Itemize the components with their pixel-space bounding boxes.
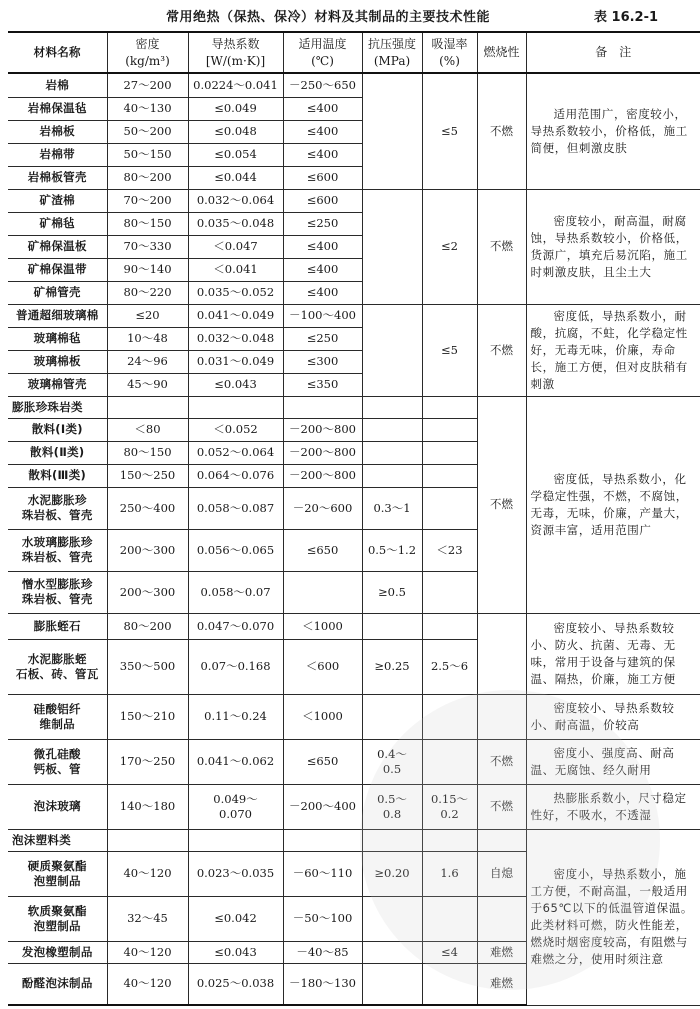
temperature: －40～85 <box>283 941 362 963</box>
density: 70～330 <box>107 235 188 258</box>
strength <box>362 464 422 487</box>
empty-cell <box>283 829 362 851</box>
strength <box>362 694 422 739</box>
table-row <box>8 304 700 327</box>
temperature: －200～800 <box>283 418 362 441</box>
density: 10～48 <box>107 327 188 350</box>
temperature: ＜600 <box>283 639 362 694</box>
density: 40～120 <box>107 851 188 896</box>
material-name: 憎水型膨胀珍 珠岩板、管壳 <box>8 571 107 613</box>
combustibility <box>477 694 526 739</box>
temperature: ≤400 <box>283 97 362 120</box>
strength <box>362 613 422 639</box>
moisture: ≤5 <box>422 304 477 396</box>
combustibility: 自熄 <box>477 851 526 896</box>
material-name: 水泥膨胀珍 珠岩板、管壳 <box>8 487 107 529</box>
col-header-notes: 备 注 <box>526 32 700 73</box>
empty-cell <box>422 396 477 418</box>
material-name: 硬质聚氨酯 泡塑制品 <box>8 851 107 896</box>
temperature: ≤650 <box>283 529 362 571</box>
temperature: －200～800 <box>283 441 362 464</box>
category-row <box>8 829 700 851</box>
strength <box>362 73 422 189</box>
density: 90～140 <box>107 258 188 281</box>
notes: 密度较小，耐高温，耐腐蚀，导热系数较小，价格低，货源广，填充后易沉陷，施工时刺激皮肤，且尘土大 <box>526 189 700 304</box>
density: 80～220 <box>107 281 188 304</box>
moisture: ≤5 <box>422 73 477 189</box>
strength: ≥0.20 <box>362 851 422 896</box>
insulation-materials-table <box>8 31 700 1006</box>
category-name: 膨胀珍珠岩类 <box>8 396 107 418</box>
combustibility: 不燃 <box>477 784 526 829</box>
combustibility: 不燃 <box>477 73 526 189</box>
empty-cell <box>283 396 362 418</box>
conductivity: ≤0.042 <box>188 896 283 941</box>
empty-cell <box>362 829 422 851</box>
material-name: 矿棉保温带 <box>8 258 107 281</box>
strength <box>362 418 422 441</box>
material-name: 软质聚氨酯 泡塑制品 <box>8 896 107 941</box>
temperature: －60～110 <box>283 851 362 896</box>
moisture: ≤2 <box>422 189 477 304</box>
temperature: －100～400 <box>283 304 362 327</box>
col-header-moisture: 吸湿率 (%) <box>422 32 477 73</box>
combustibility <box>477 613 526 694</box>
conductivity: 0.035～0.048 <box>188 212 283 235</box>
temperature: ≤600 <box>283 189 362 212</box>
temperature: －200～800 <box>283 464 362 487</box>
density: 250～400 <box>107 487 188 529</box>
material-name: 泡沫玻璃 <box>8 784 107 829</box>
conductivity: 0.11～0.24 <box>188 694 283 739</box>
conductivity: 0.047～0.070 <box>188 613 283 639</box>
temperature: －200～400 <box>283 784 362 829</box>
conductivity: 0.025～0.038 <box>188 963 283 1005</box>
col-header-name: 材料名称 <box>8 32 107 73</box>
combustibility: 难燃 <box>477 963 526 1005</box>
material-name: 矿棉保温板 <box>8 235 107 258</box>
combustibility <box>477 896 526 941</box>
material-name: 岩棉 <box>8 73 107 97</box>
material-name: 散料(Ⅰ类) <box>8 418 107 441</box>
density: 40～130 <box>107 97 188 120</box>
temperature: ＜1000 <box>283 613 362 639</box>
notes: 密度小、强度高、耐高温、无腐蚀、经久耐用 <box>526 739 700 784</box>
temperature: ≤400 <box>283 258 362 281</box>
moisture <box>422 896 477 941</box>
conductivity: 0.064～0.076 <box>188 464 283 487</box>
conductivity: ≤0.043 <box>188 941 283 963</box>
empty-cell <box>188 396 283 418</box>
conductivity: 0.07～0.168 <box>188 639 283 694</box>
col-header-combustibility: 燃烧性 <box>477 32 526 73</box>
material-name: 岩棉板 <box>8 120 107 143</box>
notes: 密度较小、导热系数较小、耐高温，价较高 <box>526 694 700 739</box>
material-name: 玻璃棉毡 <box>8 327 107 350</box>
empty-cell <box>362 396 422 418</box>
density: ＜80 <box>107 418 188 441</box>
material-name: 散料(Ⅲ类) <box>8 464 107 487</box>
density: 80～150 <box>107 441 188 464</box>
table-row <box>8 613 700 639</box>
temperature: ≤250 <box>283 212 362 235</box>
density: 200～300 <box>107 529 188 571</box>
material-name: 玻璃棉管壳 <box>8 373 107 396</box>
combustibility: 不燃 <box>477 189 526 304</box>
material-name: 水泥膨胀蛭 石板、砖、管瓦 <box>8 639 107 694</box>
material-name: 散料(Ⅱ类) <box>8 441 107 464</box>
conductivity: 0.023～0.035 <box>188 851 283 896</box>
notes: 密度较小、导热系数较小、防火、抗菌、无毒、无味，常用于设备与建筑的保温、隔热，价廉，施工方便 <box>526 613 700 694</box>
table-row <box>8 784 700 829</box>
strength <box>362 963 422 1005</box>
temperature: ≤400 <box>283 235 362 258</box>
temperature: ≤400 <box>283 281 362 304</box>
conductivity: 0.058～0.087 <box>188 487 283 529</box>
table-row <box>8 189 700 212</box>
col-header-density: 密度 (kg/m³) <box>107 32 188 73</box>
conductivity: ≤0.043 <box>188 373 283 396</box>
moisture <box>422 739 477 784</box>
material-name: 矿棉毡 <box>8 212 107 235</box>
conductivity: 0.058～0.07 <box>188 571 283 613</box>
material-name: 岩棉带 <box>8 143 107 166</box>
density: 200～300 <box>107 571 188 613</box>
header-row <box>8 32 700 73</box>
empty-cell <box>422 829 477 851</box>
conductivity: ＜0.047 <box>188 235 283 258</box>
material-name: 普通超细玻璃棉 <box>8 304 107 327</box>
moisture <box>422 441 477 464</box>
moisture <box>422 613 477 639</box>
conductivity: ≤0.044 <box>188 166 283 189</box>
moisture <box>422 464 477 487</box>
title-bar <box>0 6 700 28</box>
conductivity: 0.052～0.064 <box>188 441 283 464</box>
conductivity: 0.035～0.052 <box>188 281 283 304</box>
conductivity: 0.041～0.049 <box>188 304 283 327</box>
category-name: 泡沫塑料类 <box>8 829 107 851</box>
strength <box>362 189 422 304</box>
notes: 适用范围广，密度较小，导热系数较小，价格低，施工简便，但刺激皮肤 <box>526 73 700 189</box>
conductivity: ＜0.052 <box>188 418 283 441</box>
material-name: 矿渣棉 <box>8 189 107 212</box>
combustibility: 不燃 <box>477 739 526 784</box>
density: 150～250 <box>107 464 188 487</box>
moisture <box>422 418 477 441</box>
strength: 0.3～1 <box>362 487 422 529</box>
material-name: 膨胀蛭石 <box>8 613 107 639</box>
density: 40～120 <box>107 941 188 963</box>
conductivity: ≤0.048 <box>188 120 283 143</box>
table-row <box>8 739 700 784</box>
strength <box>362 441 422 464</box>
empty-cell <box>107 396 188 418</box>
col-header-conductivity: 导热系数 [W/(m·K)] <box>188 32 283 73</box>
moisture: 1.6 <box>422 851 477 896</box>
temperature: ≤400 <box>283 143 362 166</box>
temperature: ＜1000 <box>283 694 362 739</box>
conductivity: ＜0.041 <box>188 258 283 281</box>
temperature: －180～130 <box>283 963 362 1005</box>
category-row <box>8 396 700 418</box>
material-name: 矿棉管壳 <box>8 281 107 304</box>
strength: 0.4～ 0.5 <box>362 739 422 784</box>
density: 50～200 <box>107 120 188 143</box>
empty-cell <box>107 829 188 851</box>
temperature: ≤650 <box>283 739 362 784</box>
strength: ≥0.5 <box>362 571 422 613</box>
density: 40～120 <box>107 963 188 1005</box>
moisture: ≤4 <box>422 941 477 963</box>
empty-cell <box>188 829 283 851</box>
table-row <box>8 73 700 97</box>
density: 27～200 <box>107 73 188 97</box>
table-number: 表 16.2-1 <box>594 10 659 25</box>
combustibility: 不燃 <box>477 304 526 396</box>
moisture <box>422 694 477 739</box>
temperature: ≤600 <box>283 166 362 189</box>
strength <box>362 896 422 941</box>
density: ≤20 <box>107 304 188 327</box>
moisture <box>422 487 477 529</box>
density: 170～250 <box>107 739 188 784</box>
conductivity: 0.031～0.049 <box>188 350 283 373</box>
density: 45～90 <box>107 373 188 396</box>
moisture <box>422 963 477 1005</box>
strength: 0.5～ 0.8 <box>362 784 422 829</box>
temperature: ≤250 <box>283 327 362 350</box>
conductivity: ≤0.049 <box>188 97 283 120</box>
moisture <box>422 571 477 613</box>
temperature: ≤400 <box>283 120 362 143</box>
material-name: 酚醛泡沫制品 <box>8 963 107 1005</box>
empty-cell <box>477 829 526 851</box>
density: 32～45 <box>107 896 188 941</box>
material-name: 岩棉板管壳 <box>8 166 107 189</box>
temperature: ≤350 <box>283 373 362 396</box>
strength <box>362 304 422 396</box>
material-name: 玻璃棉板 <box>8 350 107 373</box>
notes: 密度低，导热系数小，耐酸，抗腐，不蛀，化学稳定性好，无毒无味，价廉，寿命长，施工方便，但对皮肤稍有刺激 <box>526 304 700 396</box>
temperature: ≤300 <box>283 350 362 373</box>
temperature: －250～650 <box>283 73 362 97</box>
strength: ≥0.25 <box>362 639 422 694</box>
table-row <box>8 694 700 739</box>
combustibility: 不燃 <box>477 396 526 613</box>
temperature: －50～100 <box>283 896 362 941</box>
density: 140～180 <box>107 784 188 829</box>
temperature <box>283 571 362 613</box>
density: 80～150 <box>107 212 188 235</box>
density: 24～96 <box>107 350 188 373</box>
notes: 密度小，导热系数小，施工方便，不耐高温，一般适用于65℃以下的低温管道保温。此类材料可燃，防火性能差，燃烧时烟密度较高，有阻燃与难燃之分，使用时须注意 <box>526 829 700 1005</box>
strength: 0.5～1.2 <box>362 529 422 571</box>
moisture: 0.15～ 0.2 <box>422 784 477 829</box>
density: 80～200 <box>107 613 188 639</box>
density: 80～200 <box>107 166 188 189</box>
density: 350～500 <box>107 639 188 694</box>
notes: 密度低，导热系数小，化学稳定性强，不燃，不腐蚀，无毒，无味，价廉，产量大，资源丰富，适用范围广 <box>526 396 700 613</box>
conductivity: ≤0.054 <box>188 143 283 166</box>
conductivity: 0.032～0.048 <box>188 327 283 350</box>
table-title: 常用绝热（保热、保冷）材料及其制品的主要技术性能 <box>166 10 491 25</box>
conductivity: 0.049～ 0.070 <box>188 784 283 829</box>
conductivity: 0.041～0.062 <box>188 739 283 784</box>
col-header-strength: 抗压强度 (MPa) <box>362 32 422 73</box>
material-name: 水玻璃膨胀珍 珠岩板、管壳 <box>8 529 107 571</box>
material-name: 发泡橡塑制品 <box>8 941 107 963</box>
conductivity: 0.0224～0.041 <box>188 73 283 97</box>
combustibility: 难燃 <box>477 941 526 963</box>
col-header-temperature: 适用温度 (℃) <box>283 32 362 73</box>
conductivity: 0.056～0.065 <box>188 529 283 571</box>
strength <box>362 941 422 963</box>
material-name: 硅酸铝纤 维制品 <box>8 694 107 739</box>
material-name: 微孔硅酸 钙板、管 <box>8 739 107 784</box>
moisture: ＜23 <box>422 529 477 571</box>
conductivity: 0.032～0.064 <box>188 189 283 212</box>
notes: 热膨胀系数小，尺寸稳定性好，不吸水，不透湿 <box>526 784 700 829</box>
density: 70～200 <box>107 189 188 212</box>
moisture: 2.5～6 <box>422 639 477 694</box>
material-name: 岩棉保温毡 <box>8 97 107 120</box>
density: 50～150 <box>107 143 188 166</box>
temperature: －20～600 <box>283 487 362 529</box>
density: 150～210 <box>107 694 188 739</box>
